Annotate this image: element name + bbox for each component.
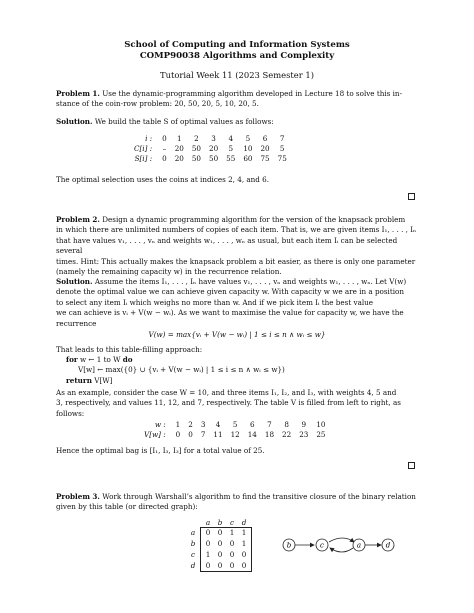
qed-box-1 [408,193,415,200]
graph-node-label: a [356,541,362,550]
problem2-conclusion: Hence the optimal bag is [I₁, I₃, I₃] for a total value of 25. [56,446,265,455]
table-row: w : 1 2 3 4 5 6 7 8 9 10 [154,420,326,429]
table-filling-intro: That leads to this table-filling approach: [56,345,203,354]
matrix-col-header: d [241,518,247,527]
problem1-solution: Solution. We build the table S of optimal values as follows: [56,117,274,126]
edge-a-c [330,548,353,552]
solution2-label: Solution. [56,277,93,286]
table-row: C[i] : – 20 50 20 5 10 20 5 [134,144,285,153]
problem1-label: Problem 1. [56,89,100,98]
course-title: COMP90038 Algorithms and Complexity [139,51,335,61]
problem2-label: Problem 2. [56,215,100,224]
pseudocode-block: for w ← 1 to W do V[w] ← max({0} ∪ {vᵢ + V(w − wᵢ) | 1 ≤ i ≤ n ∧ wᵢ ≤ w}) return V[W] [66,355,285,385]
matrix-row-header: d [190,561,196,570]
directed-graph [276,530,406,560]
edge-c-a [329,538,354,542]
adjacency-matrix: a b c d a b c d 0 0 1 1 0 0 0 1 1 0 0 0 0 0 0 0 [188,518,268,576]
matrix-col-header: a [205,518,211,527]
qed-box-2 [408,462,415,469]
matrix-row-header: b [190,539,196,548]
problem2-statement: Problem 2. Design a dynamic programming algorithm for the version of the knapsack problem in which there are unlimited numbers of copies of each item. That is, we are given items I₁, . . . , Iₙ that have values v₁, . . . , vₙ and weights w₁, . . . , wₙ as usual, but each item Iᵢ can be selected several times. Hint: This actually makes the knapsack problem a bit easier, as there is only one parameter (namely the remaining capacity w) in the recurrence relation. [56,215,417,277]
matrix-col-header: c [229,518,235,527]
table-row: V[w] : 0 0 7 11 12 14 18 22 23 25 [144,430,326,439]
problem1-statement: Problem 1. Use the dynamic-programming algorithm developed in Lecture 18 to solve this in- stance of the coin-row problem: 20, 50, 20, 5, 10, 20, 5. [56,89,402,109]
table-row: S[i] : 0 20 50 50 55 60 75 75 [134,154,287,163]
problem1-conclusion: The optimal selection uses the coins at indices 2, 4, and 6. [56,175,270,184]
problem2-example: As an example, consider the case W = 10, and three items I₁, I₂, and I₃, with weights 4, 5 and 3, respectively, and values 11, 12, and 7, respectively. The table V is filled from left to right, as follows: [56,388,401,418]
school-name: School of Computing and Information Systems [124,40,350,50]
matrix-col-header: b [217,518,223,527]
recurrence-formula: V(w) = max{vᵢ + V(w − wᵢ) | 1 ≤ i ≤ n ∧ wᵢ ≤ w} [148,330,326,339]
matrix-row-header: c [190,550,196,559]
knapsack-table [140,420,330,440]
problem3-statement: Problem 3. Work through Warshall’s algorithm to find the transitive closure of the binary relation given by this table (or directed graph): [56,492,416,512]
graph-node-label: b [286,541,292,550]
matrix-row-header: a [190,528,196,537]
table-row: i : 0 1 2 3 4 5 6 7 [145,134,285,143]
tutorial-title: Tutorial Week 11 (2023 Semester 1) [159,70,314,80]
problem3-label: Problem 3. [56,492,100,501]
solution1-label: Solution. [56,117,93,126]
coin-row-table [130,134,291,164]
graph-node-label: d [385,541,391,550]
problem2-solution: Solution. Assume the items I₁, . . . , Iₙ have values v₁, . . . , vₙ and weights w₁, . . . , wₙ. Let V(w) denote the optimal value we can achieve given capacity w. With capacity w we are in a position to select any item Iᵢ which weighs no more than w. And if we pick item Iᵢ the best value we can achieve is vᵢ + V(w − wᵢ). As we want to maximise the value for capacity w, we have the recurrence [56,277,407,328]
graph-node-label: c [320,541,324,550]
